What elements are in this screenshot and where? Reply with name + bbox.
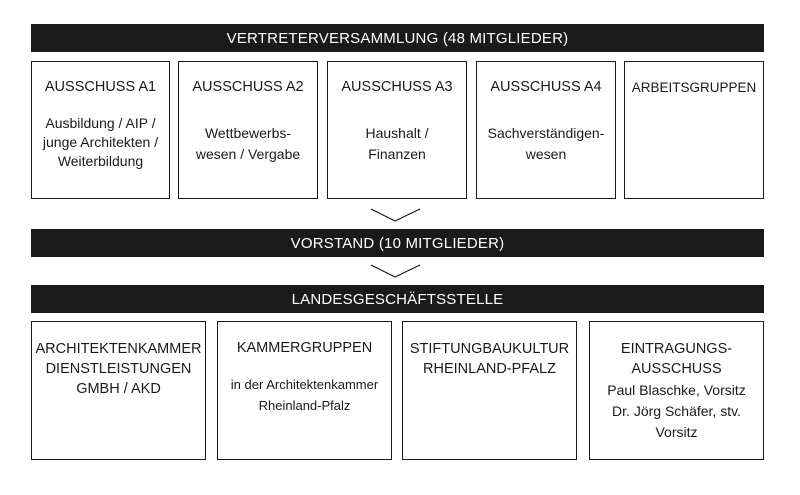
unit-kammergruppen-body: in der Architektenkammer Rheinland-Pfalz bbox=[230, 377, 379, 413]
board-bar-label: VORSTAND (10 MITGLIEDER) bbox=[290, 234, 505, 252]
top-bar-label: VERTRETERVERSAMMLUNG (48 MITGLIEDER) bbox=[226, 29, 569, 47]
unit-eintragung-box bbox=[589, 321, 764, 460]
chevron-down-icon bbox=[370, 207, 422, 223]
committee-a3-title: AUSSCHUSS A3 bbox=[341, 79, 453, 95]
committee-a3-body: Haushalt / Finanzen bbox=[365, 125, 429, 162]
unit-kammergruppen-title: KAMMERGRUPPEN bbox=[236, 340, 373, 356]
board-bar bbox=[31, 229, 764, 257]
committee-a1-body: Ausbildung / AIP / junge Architekten / Weiterbildung bbox=[42, 115, 159, 169]
office-bar-label: LANDESGESCHÄFTSSTELLE bbox=[291, 290, 504, 308]
committee-a1-title: AUSSCHUSS A1 bbox=[44, 79, 157, 95]
committee-a3-box bbox=[327, 61, 467, 199]
working-groups-box bbox=[624, 61, 764, 199]
unit-akd-box bbox=[31, 321, 206, 460]
top-bar-assembly bbox=[31, 24, 764, 52]
committee-a1-box bbox=[31, 61, 170, 199]
committee-a2-body: Wettbewerbs- wesen / Vergabe bbox=[195, 125, 301, 162]
unit-akd-title: ARCHITEKTENKAMMER DIENSTLEISTUNGEN GMBH / AKD bbox=[35, 341, 202, 397]
committee-a4-box bbox=[476, 61, 616, 199]
committee-a4-title: AUSSCHUSS A4 bbox=[490, 79, 602, 95]
committee-a2-title: AUSSCHUSS A2 bbox=[192, 79, 304, 95]
office-bar bbox=[31, 285, 764, 313]
committee-a2-box bbox=[178, 61, 318, 199]
unit-kammergruppen-box bbox=[217, 321, 392, 460]
unit-eintragung-title: EINTRAGUNGS- AUSSCHUSS bbox=[620, 341, 733, 377]
working-groups-title: ARBEITSGRUPPEN bbox=[631, 80, 757, 95]
unit-stiftung-box bbox=[402, 321, 577, 460]
chevron-down-icon bbox=[370, 263, 422, 279]
unit-eintragung-body: Paul Blaschke, Vorsitz Dr. Jörg Schäfer, stv. Vorsitz bbox=[607, 382, 746, 440]
committee-a4-body: Sachverständigen- wesen bbox=[487, 125, 605, 162]
unit-stiftung-title: STIFTUNGBAUKULTUR RHEINLAND-PFALZ bbox=[409, 341, 570, 377]
